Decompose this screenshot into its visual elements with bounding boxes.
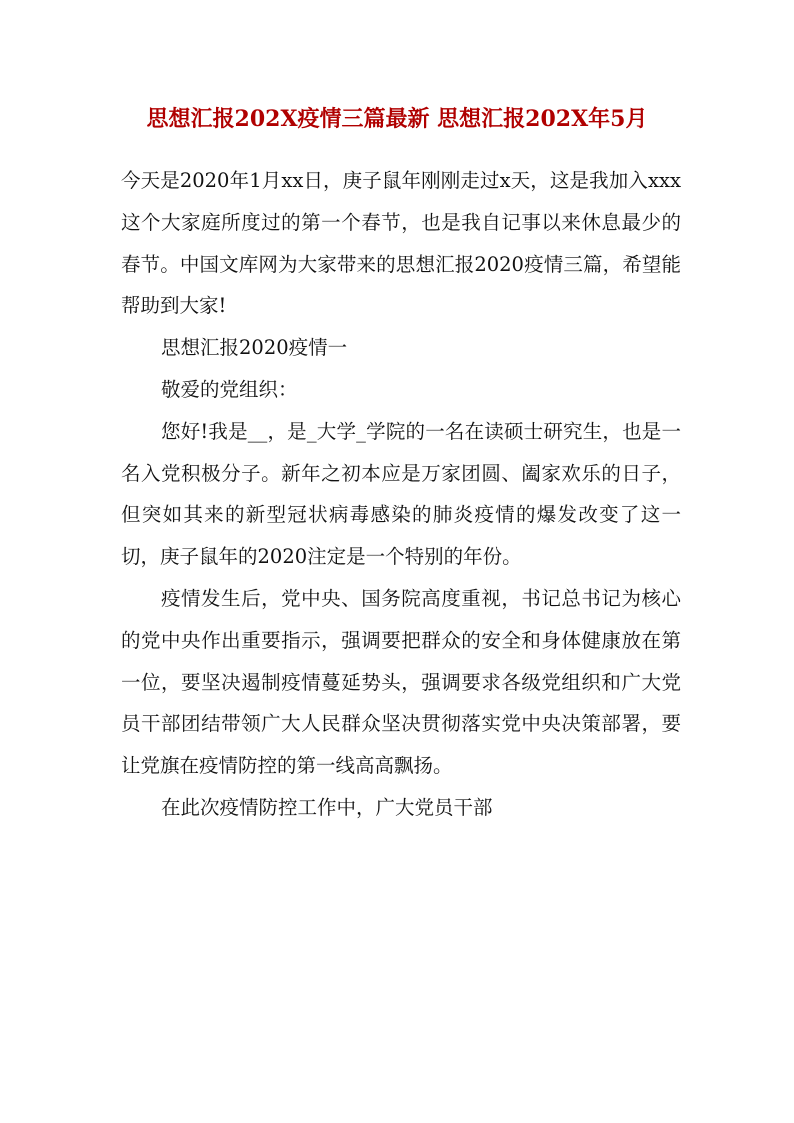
- body-paragraph: 您好!我是__，是_大学_学院的一名在读硕士研究生，也是一名入党积极分子。新年之初本应是万家团圆、阖家欢乐的日子，但突如其来的新型冠状病毒感染的肺炎疫情的爆发改变了这一切，庚子鼠年的2020注定是一个特别的年份。: [121, 419, 681, 569]
- body-paragraph: 疫情发生后，党中央、国务院高度重视，书记总书记为核心的党中央作出重要指示，强调要把群众的安全和身体健康放在第一位，要坚决遏制疫情蔓延势头，强调要求各级党组织和广大党员干部团结带领广大人民群众坚决贯彻落实党中央决策部署，要让党旗在疫情防控的第一线高高飘扬。: [121, 586, 681, 778]
- document-body: [121, 160, 681, 829]
- section-heading: 思想汇报2020疫情一: [161, 336, 348, 360]
- intro-paragraph: 今天是2020年1月xx日，庚子鼠年刚刚走过x天，这是我加入xxx这个大家庭所度过的第一个春节，也是我自记事以来休息最少的春节。中国文库网为大家带来的思想汇报2020疫情三篇，希望能帮助到大家!: [121, 169, 681, 318]
- body-paragraph: 在此次疫情防控工作中，广大党员干部: [161, 795, 493, 819]
- document-title: 思想汇报202X疫情三篇最新 思想汇报202X年5月: [146, 106, 648, 132]
- salutation: 敬爱的党组织：: [161, 377, 298, 401]
